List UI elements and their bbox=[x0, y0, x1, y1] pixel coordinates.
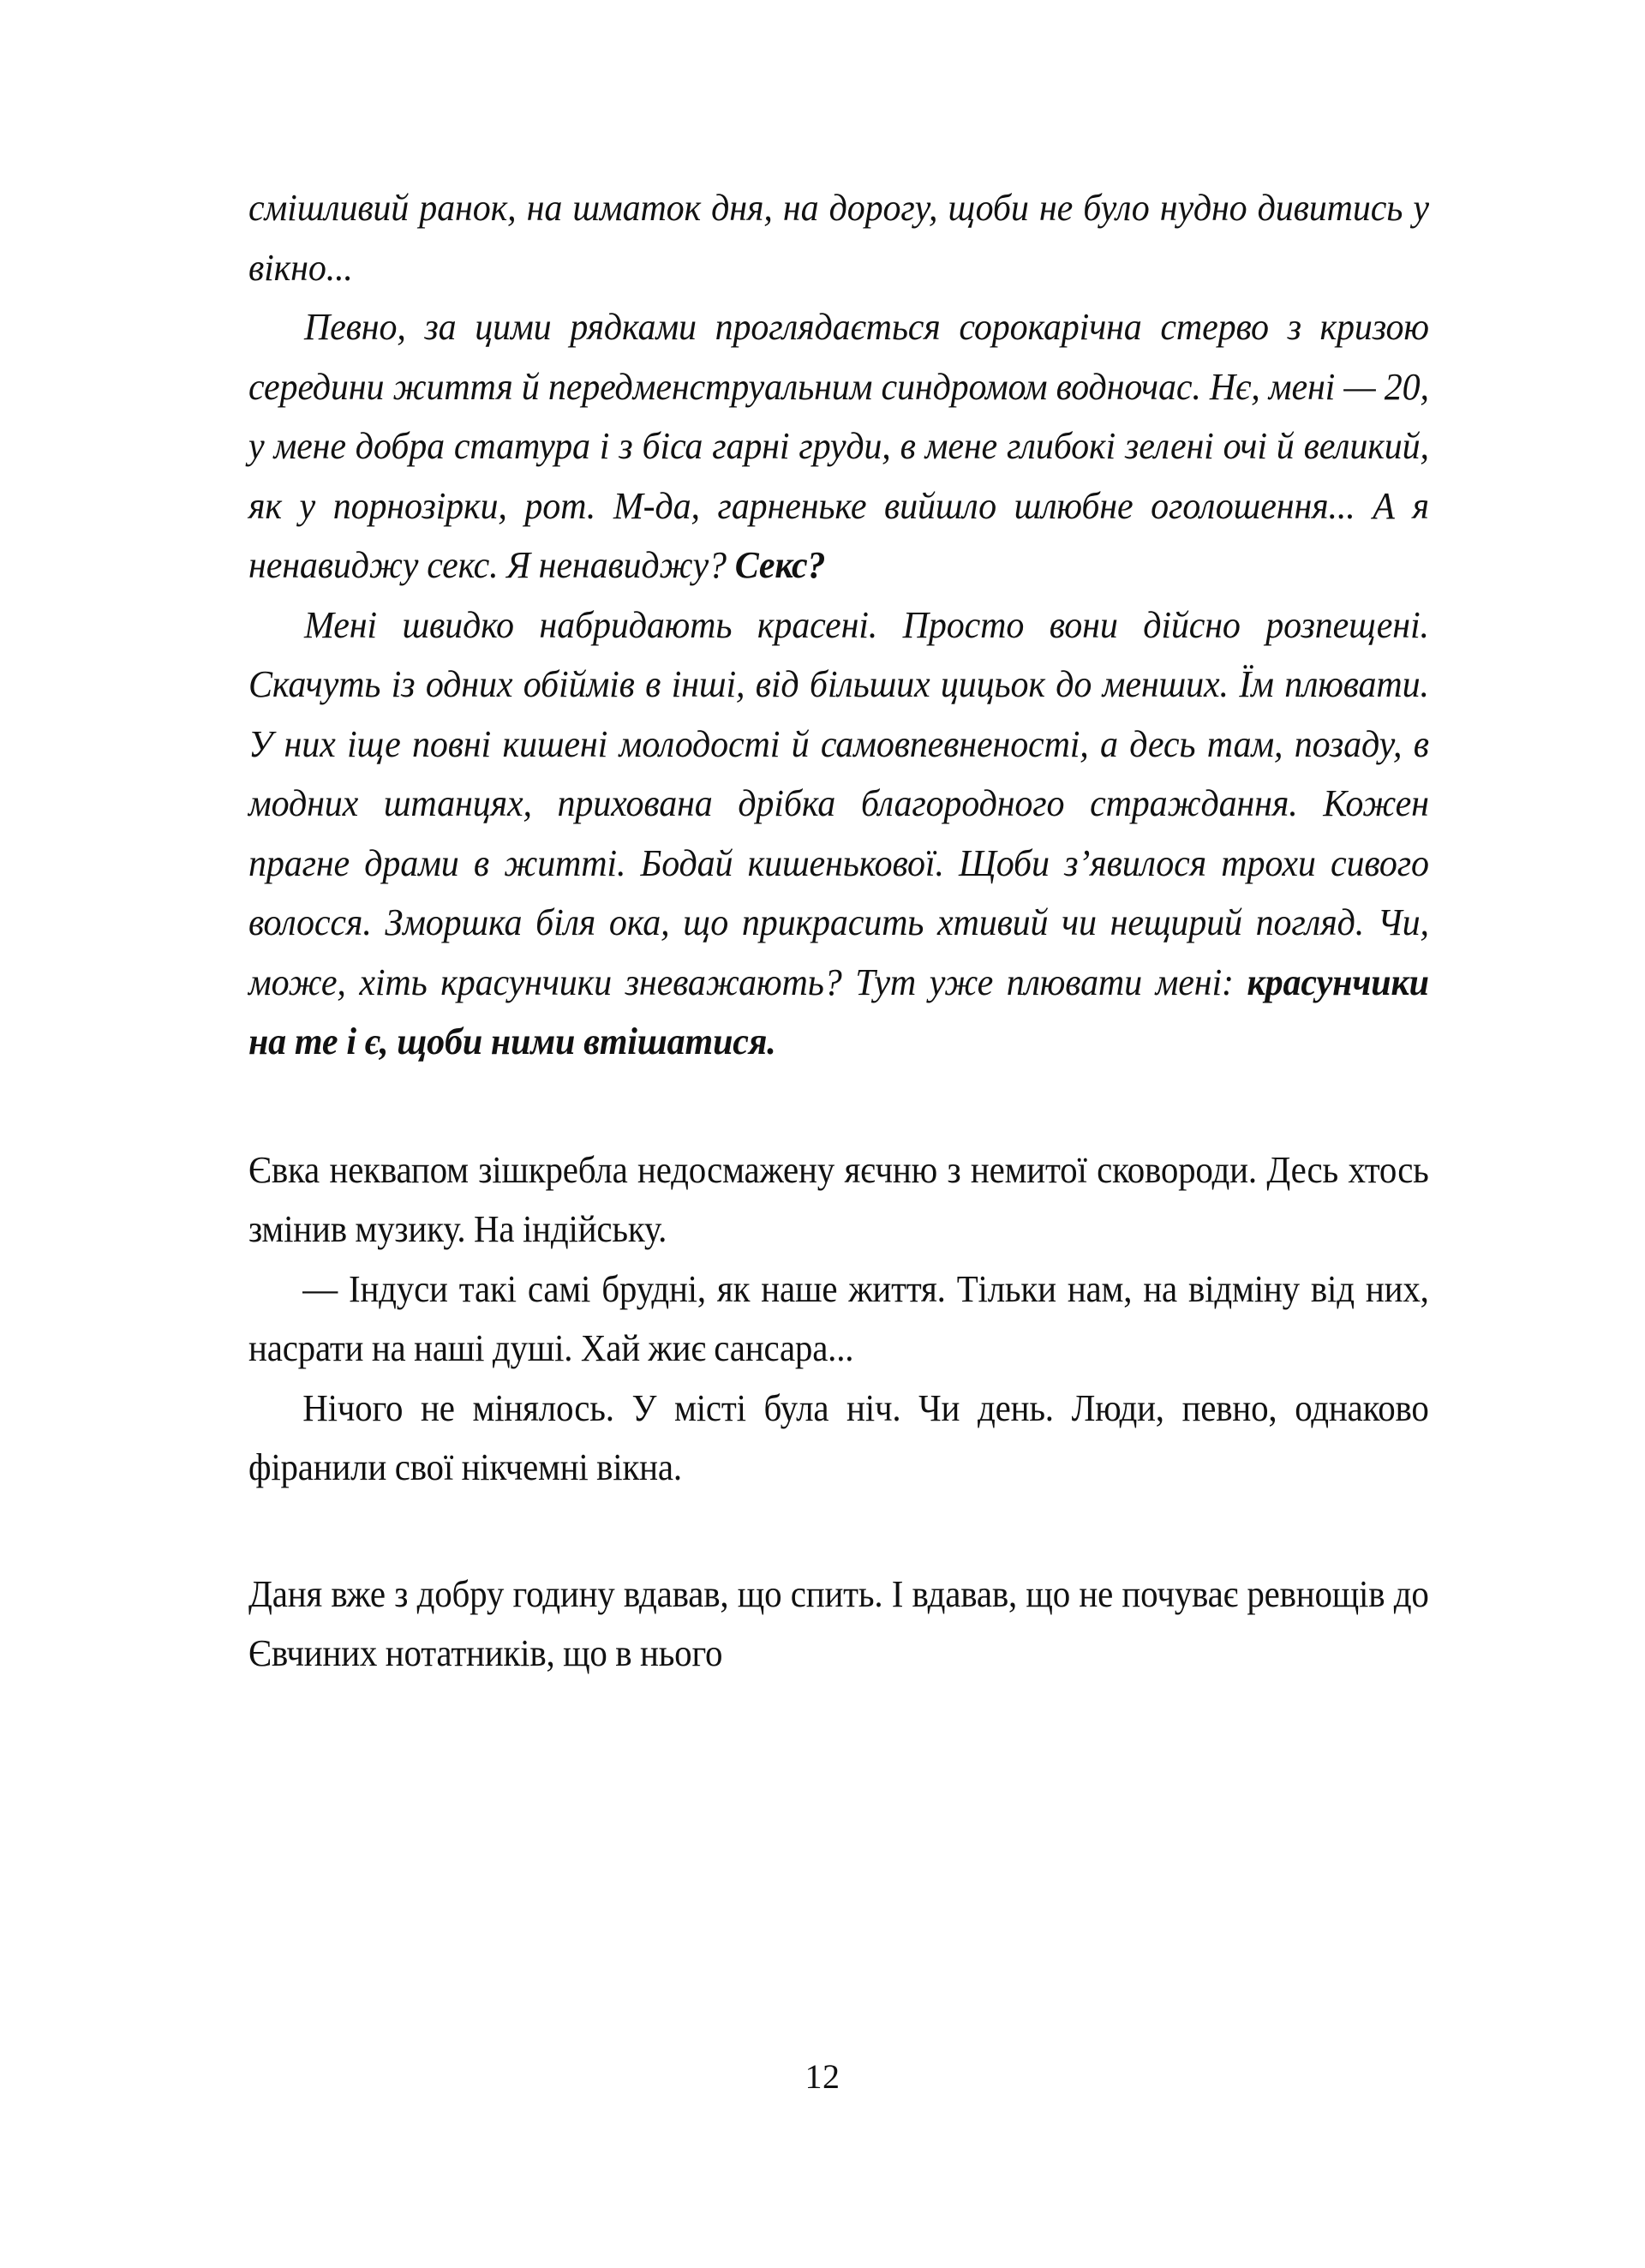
paragraph-italic-3-text: Мені швидко набридають красені. Просто вони дійсно розпещені. Скачуть із одних обіймів в інші, від більших цицьок до менших. Їм плювати. У них іще повні кишені молодості й самовпевненості, а десь там, позаду, в модних штанцях, прихована дрібка благородного страждання. Кожен прагне драми в житті. Бодай кишенькової. Щоби з’явилося трохи сивого волосся. Зморшка біля ока, що прикрасить хтивий чи нещирий погляд. Чи, може, хіть красунчики зневажають? Тут уже плювати мені: bbox=[248, 603, 1429, 1003]
paragraph-italic-3 bbox=[248, 595, 1429, 1072]
paragraph-italic-3-emphasis: красунчики на те і є, щоби ними втішатися. bbox=[248, 960, 1429, 1062]
section-break-1 bbox=[248, 1072, 1429, 1140]
paragraph-italic-1: смішливий ранок, на шматок дня, на дорогу, щоби не було нудно дивитись у вікно... bbox=[248, 187, 1429, 289]
paragraph-roman-4: Даня вже з добру годину вдавав, що спить. І вдавав, що не почуває ревнощів до Євчиних нотатників, що в нього bbox=[248, 1572, 1429, 1674]
paragraph-italic-2-text: Певно, за цими рядками проглядається сорокарічна стерво з кризою середини життя й передменструальним синдромом водночас. Нє, мені — 20, у мене добра статура і з біса гарні груди, в мене глибокі зелені очі й великий, як у порнозірки, рот. М-да, гарненьке вийшло шлюбне оголошення... А я ненавиджу секс. Я ненавиджу? bbox=[248, 306, 1429, 586]
page-number: 12 bbox=[805, 2057, 840, 2096]
roman-narrative-section-2 bbox=[248, 1565, 1429, 1684]
italic-notebook-section bbox=[248, 178, 1429, 1072]
paragraph-italic-2-emphasis: Секс? bbox=[734, 544, 826, 586]
paragraph-roman-2: — Індуси такі самі брудні, як наше життя. Тільки нам, на відміну від них, насрати на наші душі. Хай жиє сансара... bbox=[248, 1267, 1429, 1369]
roman-narrative-section-1 bbox=[248, 1140, 1429, 1498]
section-break-2 bbox=[248, 1498, 1429, 1565]
page-text-block bbox=[248, 178, 1429, 1684]
paragraph-italic-2 bbox=[248, 297, 1429, 595]
paragraph-roman-1: Євка неквапом зішкребла недосмажену яєчню з немитої сковороди. Десь хтось змінив музику. На індійську. bbox=[248, 1148, 1429, 1250]
paragraph-roman-3: Нічого не мінялось. У місті була ніч. Чи день. Люди, певно, однаково фіранили свої нікчемні вікна. bbox=[248, 1386, 1429, 1488]
